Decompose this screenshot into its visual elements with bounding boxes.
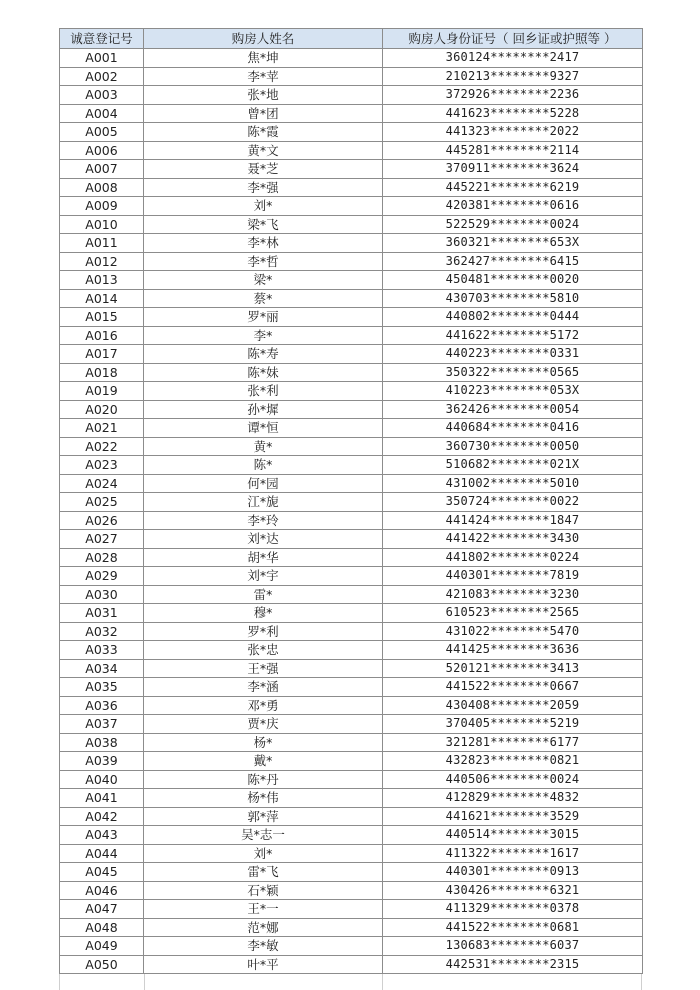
buyer-name-cell: 焦*坤 — [144, 49, 383, 68]
registration-number-cell: A033 — [60, 641, 144, 660]
buyer-name-cell: 戴* — [144, 752, 383, 771]
buyer-name-cell: 李* — [144, 326, 383, 345]
registration-number-cell: A039 — [60, 752, 144, 771]
table-row — [60, 382, 643, 401]
buyer-name-cell: 梁* — [144, 271, 383, 290]
table-row — [60, 419, 643, 438]
buyer-name-cell: 邓*勇 — [144, 696, 383, 715]
buyer-name-cell: 叶*平 — [144, 955, 383, 974]
table-row — [60, 641, 643, 660]
registration-number-cell: A032 — [60, 622, 144, 641]
table-body — [60, 49, 643, 974]
table-row — [60, 530, 643, 549]
buyer-id-cell: 412829********4832 — [383, 789, 643, 808]
registration-number-cell: A018 — [60, 363, 144, 382]
registration-number-cell: A013 — [60, 271, 144, 290]
buyer-name-cell: 蔡* — [144, 289, 383, 308]
table-row — [60, 678, 643, 697]
registration-number-cell: A035 — [60, 678, 144, 697]
registration-number-cell: A003 — [60, 86, 144, 105]
buyer-id-cell: 350724********0022 — [383, 493, 643, 512]
buyer-name-cell: 范*娜 — [144, 918, 383, 937]
registration-number-cell: A026 — [60, 511, 144, 530]
buyer-id-cell: 441323********2022 — [383, 123, 643, 142]
table-row — [60, 937, 643, 956]
buyer-id-cell: 210213********9327 — [383, 67, 643, 86]
registration-number-cell: A030 — [60, 585, 144, 604]
table-row — [60, 49, 643, 68]
table-row — [60, 511, 643, 530]
table-row — [60, 604, 643, 623]
table-row — [60, 881, 643, 900]
table-row — [60, 215, 643, 234]
buyer-id-cell: 432823********0821 — [383, 752, 643, 771]
table-row — [60, 123, 643, 142]
table-row — [60, 789, 643, 808]
buyer-name-cell: 王*一 — [144, 900, 383, 919]
table-row — [60, 363, 643, 382]
buyer-name-cell: 李*哲 — [144, 252, 383, 271]
buyer-id-cell: 522529********0024 — [383, 215, 643, 234]
buyer-name-cell: 聂*芝 — [144, 160, 383, 179]
buyer-id-cell: 321281********6177 — [383, 733, 643, 752]
buyer-name-cell: 谭*恒 — [144, 419, 383, 438]
table-row — [60, 622, 643, 641]
table-row — [60, 493, 643, 512]
registration-number-cell: A049 — [60, 937, 144, 956]
table-row — [60, 160, 643, 179]
table-row — [60, 585, 643, 604]
buyer-id-cell: 441522********0667 — [383, 678, 643, 697]
buyer-id-cell: 410223********053X — [383, 382, 643, 401]
table-row — [60, 104, 643, 123]
registration-number-cell: A046 — [60, 881, 144, 900]
buyer-name-cell: 雷*飞 — [144, 863, 383, 882]
buyer-id-cell: 360730********0050 — [383, 437, 643, 456]
registration-number-cell: A016 — [60, 326, 144, 345]
empty-cell — [59, 974, 144, 990]
buyer-id-cell: 441424********1847 — [383, 511, 643, 530]
buyer-id-cell: 441425********3636 — [383, 641, 643, 660]
buyer-name-cell: 李*林 — [144, 234, 383, 253]
registration-number-cell: A027 — [60, 530, 144, 549]
registration-number-cell: A004 — [60, 104, 144, 123]
registration-number-cell: A009 — [60, 197, 144, 216]
buyer-id-cell: 610523********2565 — [383, 604, 643, 623]
buyer-id-cell: 440301********7819 — [383, 567, 643, 586]
registration-number-cell: A048 — [60, 918, 144, 937]
registration-number-cell: A012 — [60, 252, 144, 271]
registration-number-cell: A006 — [60, 141, 144, 160]
registration-number-cell: A034 — [60, 659, 144, 678]
table-row — [60, 252, 643, 271]
buyer-id-cell: 370911********3624 — [383, 160, 643, 179]
table-row — [60, 715, 643, 734]
buyer-id-cell: 440301********0913 — [383, 863, 643, 882]
registration-number-cell: A021 — [60, 419, 144, 438]
buyer-name-cell: 李*玲 — [144, 511, 383, 530]
table-row — [60, 141, 643, 160]
registration-number-cell: A022 — [60, 437, 144, 456]
table-row — [60, 770, 643, 789]
buyer-id-cell: 411322********1617 — [383, 844, 643, 863]
registration-number-cell: A036 — [60, 696, 144, 715]
table-row — [60, 456, 643, 475]
buyer-id-cell: 441622********5172 — [383, 326, 643, 345]
buyer-name-cell: 陈*丹 — [144, 770, 383, 789]
buyer-id-cell: 441522********0681 — [383, 918, 643, 937]
table-row — [60, 308, 643, 327]
table-row — [60, 548, 643, 567]
header-registration-number: 诚意登记号 — [60, 29, 144, 49]
buyer-name-cell: 杨*伟 — [144, 789, 383, 808]
registration-number-cell: A011 — [60, 234, 144, 253]
buyer-name-cell: 刘*达 — [144, 530, 383, 549]
buyer-name-cell: 陈*霞 — [144, 123, 383, 142]
buyer-name-cell: 孙*墀 — [144, 400, 383, 419]
buyer-name-cell: 刘*宇 — [144, 567, 383, 586]
buyer-id-cell: 430426********6321 — [383, 881, 643, 900]
buyer-id-cell: 420381********0616 — [383, 197, 643, 216]
buyer-name-cell: 陈*妹 — [144, 363, 383, 382]
buyer-name-cell: 雷* — [144, 585, 383, 604]
table-row — [60, 67, 643, 86]
buyer-name-cell: 李*强 — [144, 178, 383, 197]
buyer-id-cell: 411329********0378 — [383, 900, 643, 919]
buyer-name-cell: 江*旎 — [144, 493, 383, 512]
buyer-id-cell: 450481********0020 — [383, 271, 643, 290]
registration-number-cell: A047 — [60, 900, 144, 919]
table-row — [60, 900, 643, 919]
registration-number-cell: A001 — [60, 49, 144, 68]
registration-number-cell: A042 — [60, 807, 144, 826]
registration-number-cell: A041 — [60, 789, 144, 808]
buyer-name-cell: 李*敏 — [144, 937, 383, 956]
buyer-name-cell: 曾*团 — [144, 104, 383, 123]
table-row — [60, 437, 643, 456]
registration-number-cell: A025 — [60, 493, 144, 512]
buyer-name-cell: 刘* — [144, 844, 383, 863]
empty-row-remnant — [59, 974, 642, 990]
buyer-id-cell: 510682********021X — [383, 456, 643, 475]
buyer-id-cell: 431022********5470 — [383, 622, 643, 641]
buyer-name-cell: 石*颖 — [144, 881, 383, 900]
buyer-id-cell: 440506********0024 — [383, 770, 643, 789]
registration-number-cell: A050 — [60, 955, 144, 974]
registration-number-cell: A028 — [60, 548, 144, 567]
table-row — [60, 659, 643, 678]
buyer-name-cell: 吴*志一 — [144, 826, 383, 845]
buyer-id-cell: 445221********6219 — [383, 178, 643, 197]
table-row — [60, 863, 643, 882]
table-row — [60, 752, 643, 771]
table-row — [60, 234, 643, 253]
table-header — [60, 29, 643, 49]
header-buyer-name: 购房人姓名 — [144, 29, 383, 49]
buyer-id-cell: 362427********6415 — [383, 252, 643, 271]
table-row — [60, 955, 643, 974]
buyer-name-cell: 张*忠 — [144, 641, 383, 660]
table-row — [60, 271, 643, 290]
table-row — [60, 86, 643, 105]
registration-number-cell: A031 — [60, 604, 144, 623]
buyer-id-cell: 130683********6037 — [383, 937, 643, 956]
buyer-name-cell: 陈* — [144, 456, 383, 475]
buyer-id-cell: 360124********2417 — [383, 49, 643, 68]
buyer-name-cell: 罗*丽 — [144, 308, 383, 327]
buyer-id-cell: 350322********0565 — [383, 363, 643, 382]
buyer-id-cell: 445281********2114 — [383, 141, 643, 160]
registration-number-cell: A044 — [60, 844, 144, 863]
registration-sheet — [59, 28, 642, 974]
table-row — [60, 178, 643, 197]
table-row — [60, 918, 643, 937]
registration-number-cell: A014 — [60, 289, 144, 308]
table-row — [60, 567, 643, 586]
buyer-id-cell: 441422********3430 — [383, 530, 643, 549]
registration-number-cell: A023 — [60, 456, 144, 475]
table-row — [60, 844, 643, 863]
registration-number-cell: A017 — [60, 345, 144, 364]
buyer-id-cell: 372926********2236 — [383, 86, 643, 105]
registration-number-cell: A019 — [60, 382, 144, 401]
registration-number-cell: A010 — [60, 215, 144, 234]
buyer-name-cell: 李*苹 — [144, 67, 383, 86]
table-row — [60, 400, 643, 419]
buyer-id-cell: 360321********653X — [383, 234, 643, 253]
registration-number-cell: A038 — [60, 733, 144, 752]
registration-number-cell: A002 — [60, 67, 144, 86]
buyer-id-cell: 430408********2059 — [383, 696, 643, 715]
buyer-name-cell: 黄* — [144, 437, 383, 456]
table-row — [60, 197, 643, 216]
table-row — [60, 807, 643, 826]
buyer-id-cell: 421083********3230 — [383, 585, 643, 604]
header-buyer-id-number: 购房人身份证号（ 回乡证或护照等 ） — [383, 29, 643, 49]
registration-number-cell: A020 — [60, 400, 144, 419]
registration-number-cell: A037 — [60, 715, 144, 734]
buyer-name-cell: 张*利 — [144, 382, 383, 401]
buyer-id-cell: 441621********3529 — [383, 807, 643, 826]
buyer-name-cell: 陈*寿 — [144, 345, 383, 364]
empty-cell — [144, 974, 383, 990]
table-row — [60, 345, 643, 364]
table-row — [60, 826, 643, 845]
buyer-id-cell: 440802********0444 — [383, 308, 643, 327]
buyer-name-cell: 胡*华 — [144, 548, 383, 567]
buyer-name-cell: 贾*庆 — [144, 715, 383, 734]
registration-number-cell: A029 — [60, 567, 144, 586]
buyer-id-cell: 440514********3015 — [383, 826, 643, 845]
registration-number-cell: A007 — [60, 160, 144, 179]
buyer-id-cell: 370405********5219 — [383, 715, 643, 734]
registration-number-cell: A024 — [60, 474, 144, 493]
buyer-id-cell: 520121********3413 — [383, 659, 643, 678]
buyer-name-cell: 罗*利 — [144, 622, 383, 641]
buyer-name-cell: 张*地 — [144, 86, 383, 105]
buyer-registration-table — [59, 28, 643, 974]
registration-number-cell: A043 — [60, 826, 144, 845]
table-row — [60, 474, 643, 493]
buyer-name-cell: 李*涵 — [144, 678, 383, 697]
buyer-id-cell: 431002********5010 — [383, 474, 643, 493]
table-row — [60, 289, 643, 308]
buyer-id-cell: 441623********5228 — [383, 104, 643, 123]
buyer-name-cell: 何*园 — [144, 474, 383, 493]
buyer-name-cell: 郭*萍 — [144, 807, 383, 826]
buyer-id-cell: 362426********0054 — [383, 400, 643, 419]
registration-number-cell: A015 — [60, 308, 144, 327]
buyer-name-cell: 刘* — [144, 197, 383, 216]
table-row — [60, 696, 643, 715]
buyer-name-cell: 穆* — [144, 604, 383, 623]
header-row — [60, 29, 643, 49]
buyer-id-cell: 440684********0416 — [383, 419, 643, 438]
buyer-name-cell: 王*强 — [144, 659, 383, 678]
buyer-name-cell: 黄*文 — [144, 141, 383, 160]
buyer-id-cell: 441802********0224 — [383, 548, 643, 567]
buyer-name-cell: 杨* — [144, 733, 383, 752]
table-row — [60, 326, 643, 345]
empty-cell — [382, 974, 642, 990]
registration-number-cell: A040 — [60, 770, 144, 789]
buyer-id-cell: 442531********2315 — [383, 955, 643, 974]
registration-number-cell: A045 — [60, 863, 144, 882]
registration-number-cell: A008 — [60, 178, 144, 197]
table-row — [60, 733, 643, 752]
buyer-id-cell: 440223********0331 — [383, 345, 643, 364]
registration-number-cell: A005 — [60, 123, 144, 142]
buyer-name-cell: 梁*飞 — [144, 215, 383, 234]
buyer-id-cell: 430703********5810 — [383, 289, 643, 308]
